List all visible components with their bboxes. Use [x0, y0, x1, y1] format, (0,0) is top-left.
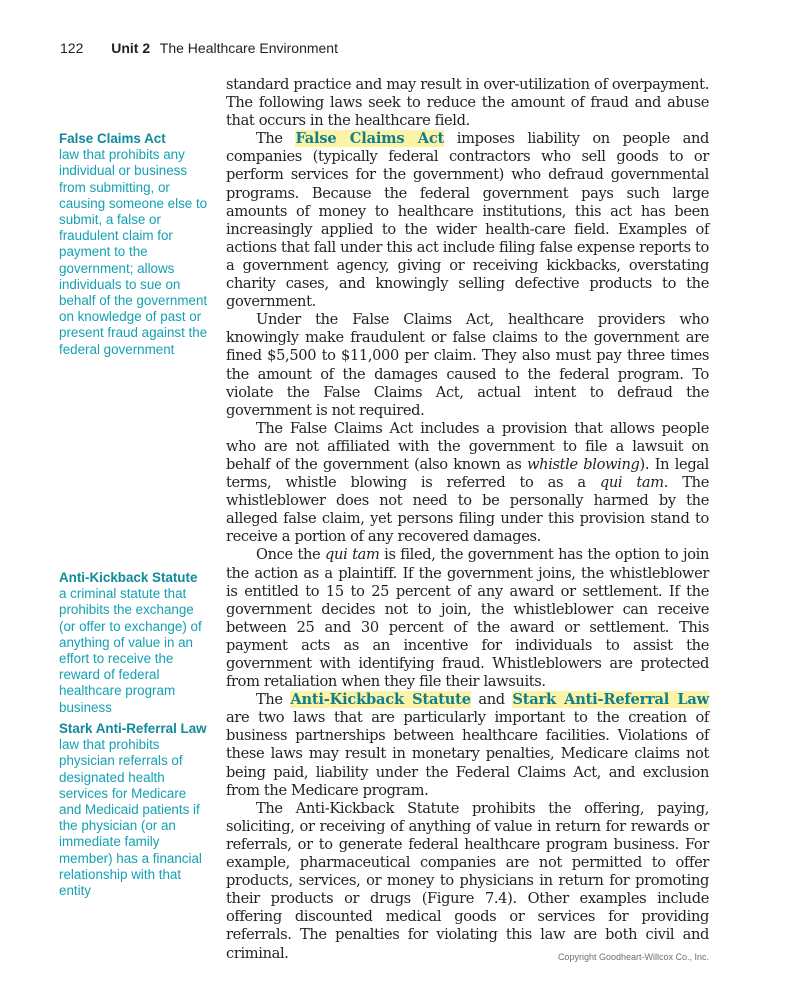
- key-term-highlight: Anti-Kickback Statute: [290, 691, 471, 709]
- glossary-stark-anti-referral-law: [59, 721, 209, 899]
- paragraph: [226, 691, 709, 800]
- key-term-highlight: False Claims Act: [295, 130, 445, 148]
- copyright-footer: Copyright Goodheart-Willcox Co., Inc.: [557, 952, 709, 962]
- unit-label: Unit 2: [111, 40, 151, 56]
- glossary-definition: a criminal statute that prohibits the exchange (or offer to exchange) of anything of value in an effort to receive the reward of federal healthcare program business: [59, 586, 202, 715]
- italic-term: qui tam: [599, 474, 664, 492]
- paragraph-text: and: [470, 691, 513, 709]
- paragraph-text: The False Claims Act includes a provision that allows people who are not affiliated with the government to file a lawsuit on behalf of the government (also known as: [226, 419, 709, 473]
- glossary-anti-kickback-statute: [59, 570, 209, 716]
- glossary-definition: law that prohibits any individual or business from submitting, or causing someone else to submit, a false or fraudulent claim for payment to the government; allows individuals to sue on behalf of the government on knowledge of past or present fraud against the federal government: [59, 147, 208, 357]
- paragraph-text: standard practice and may result in over-utilization of overpayment. The following laws seek to reduce the amount of fraud and abuse that occurs in the healthcare field.: [226, 76, 709, 130]
- paragraph-text: Once the: [256, 546, 326, 564]
- paragraph: [226, 800, 709, 963]
- paragraph-text: The: [256, 130, 296, 148]
- glossary-term: False Claims Act: [59, 131, 166, 146]
- glossary-term: Stark Anti-Referral Law: [59, 721, 207, 736]
- italic-term: whistle blowing: [527, 455, 640, 473]
- glossary-definition: law that prohibits physician referrals of designated health services for Medicare and Medicaid patients if the physician (or an immediate family member) has a financial relationship with that entity: [59, 737, 202, 899]
- paragraph: [226, 311, 709, 420]
- paragraph-text: is filed, the government has the option to join the action as a plaintiff. If the government joins, the whistleblower is entitled to 15 to 25 percent of any award or settlement. If the government decides not to join, the whistleblower can receive between 25 and 30 percent of the award or settlement. This payment acts as an incentive for individuals to assist the government with identifying fraud. Whistleblowers are protected from retaliation when they file their lawsuits.: [226, 546, 709, 691]
- paragraph: [226, 76, 709, 130]
- unit-title: The Healthcare Environment: [159, 40, 338, 56]
- glossary-false-claims-act: [59, 131, 209, 358]
- page-number: 122: [60, 40, 84, 56]
- paragraph-text: The Anti-Kickback Statute prohibits the offering, paying, soliciting, or receiving of anything of value in return for rewards or referrals, or to generate federal healthcare program business. For example, pharmaceutical companies are not permitted to offer products, services, or money to physicians in return for promoting their products or drugs (Figure 7.4). Other examples include offering discounted medical goods or services for providing referrals. The penalties for violating this law are both civil and criminal.: [226, 799, 709, 962]
- paragraph: [226, 420, 709, 547]
- key-term-highlight: Stark Anti-Referral Law: [512, 691, 710, 709]
- running-header: [60, 40, 338, 56]
- paragraph: [226, 546, 709, 691]
- paragraph-text: Under the False Claims Act, healthcare providers who knowingly make fraudulent or false claims to the government are fined $5,500 to $11,000 per claim. They also must pay three times the amount of the damages caused to the federal program. To violate the False Claims Act, actual intent to defraud the government is not required.: [226, 311, 709, 419]
- italic-term: qui tam: [325, 546, 380, 564]
- paragraph: [226, 130, 709, 311]
- paragraph-text: . The whistleblower does not need to be personally harmed by the alleged false claim, yet persons filing under this provision stand to receive a portion of any recovered damages.: [226, 474, 709, 546]
- paragraph-text: The: [256, 691, 291, 709]
- paragraph-text: imposes liability on people and companies (typically federal contractors who sell goods to or perform services for the government) who defraud governmental programs. Because the federal government pays such large amounts of money to healthcare institutions, this act has been increasingly applied to the wider health-care field. Examples of actions that fall under this act include filing false expense reports to a government agency, giving or receiving kickbacks, overstating charity cases, and knowingly selling defective products to the government.: [226, 130, 709, 311]
- glossary-term: Anti-Kickback Statute: [59, 570, 198, 585]
- main-text-column: [226, 76, 709, 963]
- paragraph-text: ). In legal terms, whistle blowing is referred to as a: [226, 455, 709, 492]
- paragraph-text: are two laws that are particularly important to the creation of business partnerships between healthcare facilities. Violations of these laws may result in monetary penalties, Medicare claims not being paid, liability under the Federal Claims Act, and exclusion from the Medicare program.: [226, 709, 709, 799]
